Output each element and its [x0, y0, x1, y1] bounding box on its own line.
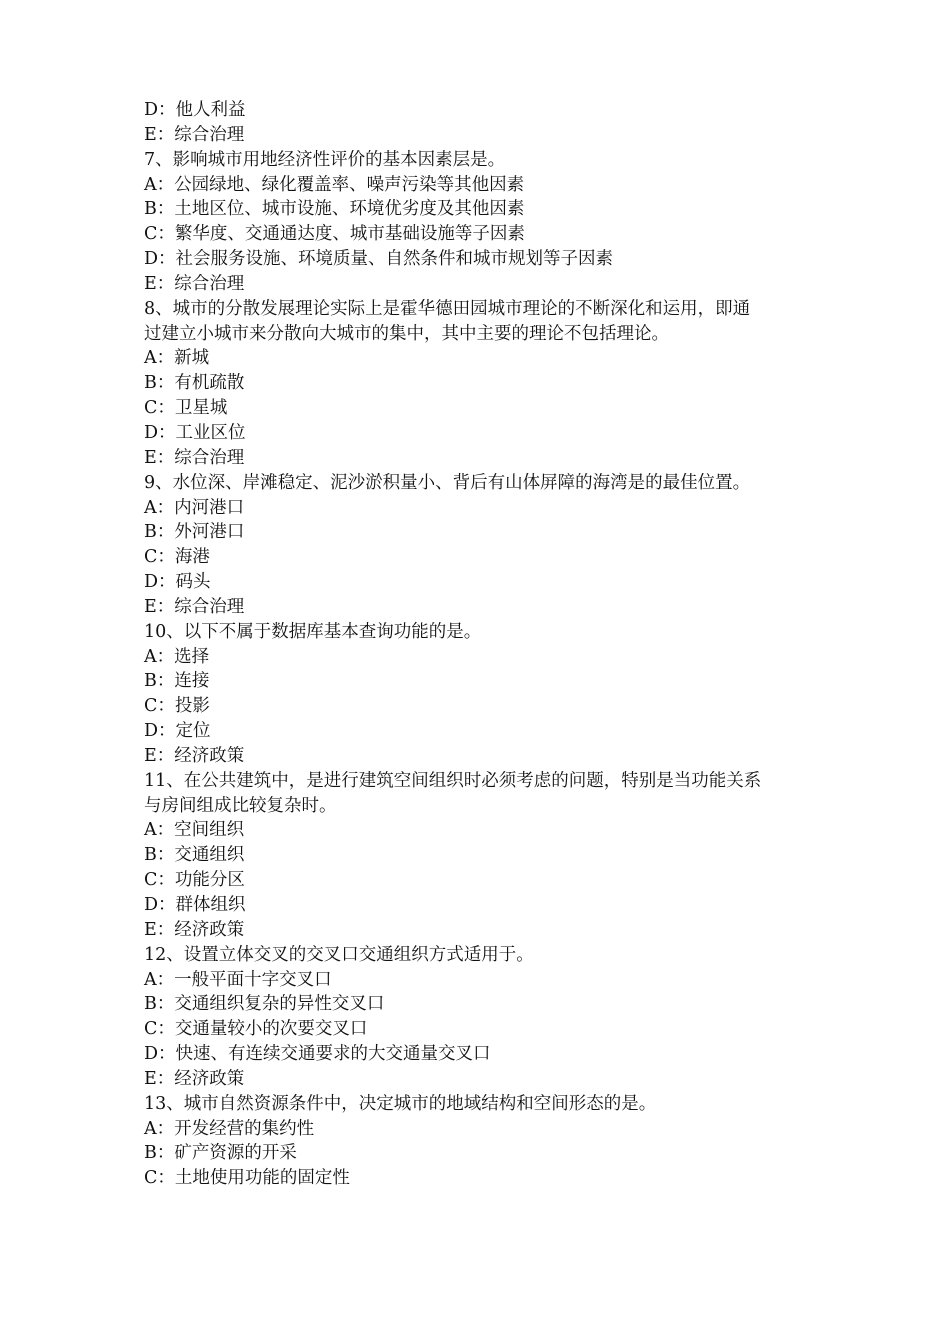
- option-a: A：公园绿地、绿化覆盖率、噪声污染等其他因素: [144, 174, 525, 195]
- question-stem: 8、城市的分散发展理论实际上是霍华德田园城市理论的不断深化和运用，即通: [144, 298, 751, 319]
- option-c: C：功能分区: [144, 870, 245, 891]
- question-stem: 12、设置立体交叉的交叉口交通组织方式适用于。: [144, 944, 534, 965]
- option-c: C：土地使用功能的固定性: [144, 1168, 350, 1189]
- option-b: B：交通组织: [144, 845, 245, 866]
- option-c: C：海港: [144, 547, 210, 568]
- option-b: B：矿产资源的开采: [144, 1143, 297, 1164]
- option-d: D：社会服务设施、环境质量、自然条件和城市规划等子因素: [144, 249, 614, 270]
- option-d: D：群体组织: [144, 895, 246, 915]
- question-stem: 7、影响城市用地经济性评价的基本因素层是。: [144, 149, 506, 170]
- option-b: B：有机疏散: [144, 373, 245, 394]
- question-stem-continued: 与房间组成比较复杂时。: [144, 795, 337, 816]
- document-page: [144, 98, 816, 1191]
- option-d: D：码头: [144, 572, 211, 593]
- lead-options: [144, 98, 816, 148]
- question-9: [144, 471, 816, 620]
- option-d: D：工业区位: [144, 422, 246, 443]
- option-c: C：繁华度、交通通达度、城市基础设施等子因素: [144, 224, 525, 245]
- option-e: E：经济政策: [144, 745, 245, 766]
- question-10: [144, 620, 816, 769]
- option-b: B：交通组织复杂的异性交叉口: [144, 994, 385, 1015]
- option-d: D：快速、有连续交通要求的大交通量交叉口: [144, 1044, 491, 1065]
- question-stem-continued: 过建立小城市来分散向大城市的集中，其中主要的理论不包括理论。: [144, 323, 669, 344]
- option-b: B：连接: [144, 671, 210, 692]
- option-e: E：综合治理: [144, 447, 245, 468]
- option-e: E：经济政策: [144, 919, 245, 940]
- option-c: C：卫星城: [144, 398, 228, 419]
- option-d: D：他人利益: [144, 100, 246, 120]
- option-a: A：空间组织: [144, 820, 245, 841]
- option-a: A：内河港口: [144, 497, 245, 518]
- question-stem: 11、在公共建筑中，是进行建筑空间组织时必须考虑的问题，特别是当功能关系: [144, 770, 762, 791]
- question-7: [144, 148, 816, 297]
- option-a: A：一般平面十字交叉口: [144, 969, 332, 990]
- option-a: A：选择: [144, 646, 210, 667]
- question-8: [144, 297, 816, 471]
- option-e: E：经济政策: [144, 1068, 245, 1089]
- option-d: D：定位: [144, 721, 211, 742]
- option-e: E：综合治理: [144, 124, 245, 145]
- option-b: B：外河港口: [144, 522, 245, 543]
- question-stem: 13、城市自然资源条件中，决定城市的地域结构和空间形态的是。: [144, 1093, 657, 1114]
- option-e: E：综合治理: [144, 273, 245, 294]
- option-e: E：综合治理: [144, 596, 245, 617]
- option-c: C：投影: [144, 696, 210, 717]
- question-13: [144, 1092, 816, 1191]
- question-stem: 10、以下不属于数据库基本查询功能的是。: [144, 621, 482, 642]
- option-c: C：交通量较小的次要交叉口: [144, 1019, 368, 1040]
- option-b: B：土地区位、城市设施、环境优劣度及其他因素: [144, 199, 525, 220]
- question-12: [144, 943, 816, 1092]
- question-stem: 9、水位深、岸滩稳定、泥沙淤积量小、背后有山体屏障的海湾是的最佳位置。: [144, 472, 751, 493]
- option-a: A：新城: [144, 348, 210, 369]
- question-11: [144, 769, 816, 943]
- option-a: A：开发经营的集约性: [144, 1118, 315, 1139]
